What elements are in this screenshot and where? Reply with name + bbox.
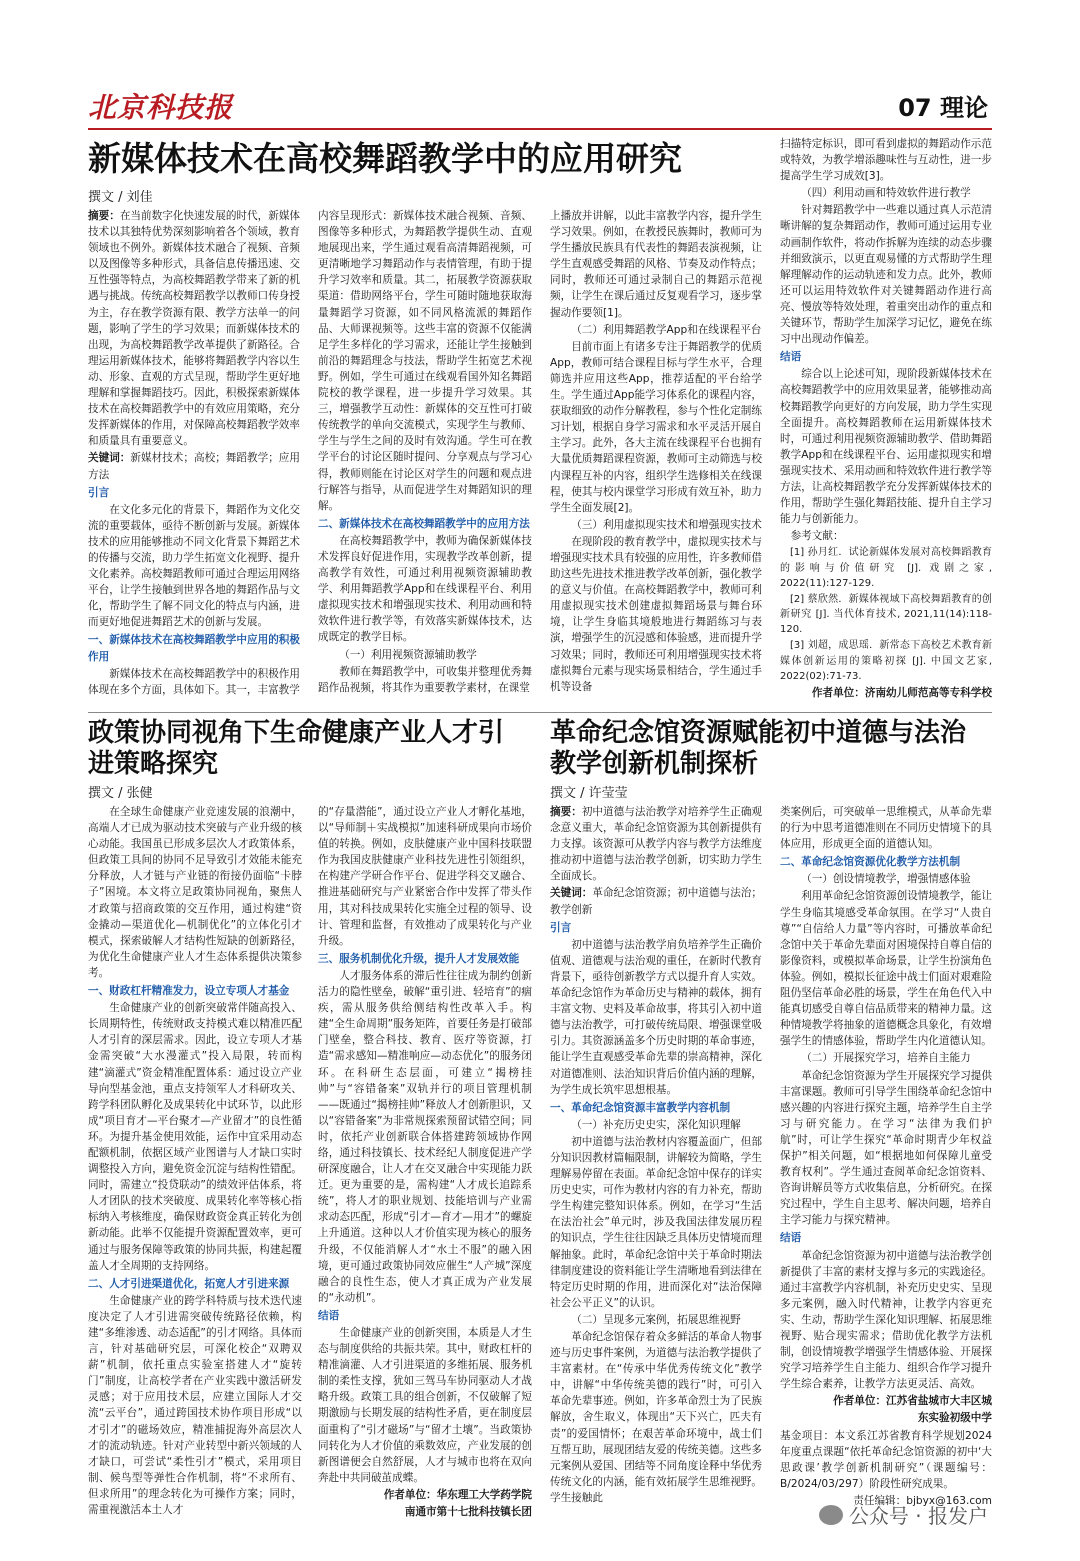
editor-email: 责任编辑：bjbyx@163.com	[853, 1494, 992, 1507]
fund-note: 基金项目：本文系江苏省教育科学规划2024年度重点课题“依托革命纪念馆资源的初中‘大思政课’教学创新机制研究”（课题编号：B/2024/03/297）阶段性研究成果。	[780, 1429, 992, 1490]
health-col-1	[88, 804, 302, 1528]
article-title-dance: 新媒体技术在高校舞蹈教学中的应用研究	[88, 139, 682, 178]
byline-museum: 撰文 / 许莹莹	[550, 786, 628, 801]
paragraph: 在高校舞蹈教学中，教师为确保新媒体技术发挥良好促进作用，实现教学改革创新，提高教学有效性，可通过利用视频资源辅助教学、利用舞蹈教学App和在线课程平台、利用虚拟现实技术和增强现实技术、利用动画和特效软件进行教学等，有效落实新媒体技术，达成既定的教学目标。	[318, 534, 532, 644]
byline-dance: 撰文 / 刘佳	[88, 190, 153, 205]
paragraph: 的“存量潜能”，通过设立产业人才孵化基地，以“导师制＋实战模拟”加速科研成果向市场价值的转换。例如，皮肤健康产业中国科技联盟作为我国皮肤健康产业科技先进性引领组织，在构建产学研合作平台、促进学科交叉融合、推进基础研究与产业紧密合作中发挥了带头作用，其对科技成果转化实施全过程的领导、设计、管理和监督，有效推动了成果转化与产业升级。	[318, 806, 532, 947]
wechat-watermark	[819, 1500, 988, 1529]
abstract-label: 摘要：	[88, 210, 120, 222]
paragraph: 上播放并讲解，以此丰富教学内容，提升学生学习效果。例如，在教授民族舞时，教师可为学生播放民族具有代表性的舞蹈表演视频，让学生直观感受舞蹈的风格、节奏及动作特点；同时，教师还可通过录制自己的舞蹈示范视频，让学生在课后通过反复观看学习，逐步掌握动作要领[1]。	[550, 210, 762, 319]
museum-col-2	[780, 804, 992, 1528]
keywords-label: 关键词：	[88, 452, 131, 465]
paragraph: 在全球生命健康产业竞速发展的浪潮中，高端人才已成为驱动技术突破与产业升级的核心动能。我国虽已形成多层次人才政策体系，但政策工具间的协同不足导致引才效能未能充分释放，人才链与产业链的衔接仍面临“卡脖子”困境。本文将立足政策协同视角，聚焦人才政策与招商政策的交互作用，通过构建“资金撬动—渠道优化—机制优化”的立体化引才模式，探索破解人才结构性短缺的创新路径，为优化生命健康产业人才生态体系提供决策参考。	[88, 806, 302, 979]
health-col-2	[318, 804, 532, 1528]
section-heading: 三、服务机制优化升级，提升人才发展效能	[318, 952, 520, 965]
subsection-heading: （一）利用视频资源辅助教学	[339, 648, 477, 661]
paragraph: 生命健康产业的跨学科特质与技术迭代速度决定了人才引进需突破传统路径依赖，构建“多维渗透、动态适配”的引才网络。具体而言，针对基础研究层，可深化校企“双聘双薪”机制，依托重点实验室搭建人才“旋转门”制度，让高校学者在产业实践中激活研发灵感；对于应用技术层，应建立国际人才交流“云平台”，通过跨国技术协作项目形成“以才引才”的磁场效应，精准捕捉海外高层次人才的流动轨迹。针对产业转型中新兴领域的人才缺口，可尝试“柔性引才”模式，采用项目制、候鸟型等弹性合作机制，将“不求所有、但求所用”的理念转化为可操作方案；同时，需重视激活本土人才	[88, 1294, 302, 1517]
paragraph: 革命纪念馆资源为初中道德与法治教学创新提供了丰富的素材支撑与多元的实践途径。通过丰富教学内容机制，补充历史史实、呈现多元案例，融入时代精神，让教学内容更充实、生动，帮助学生深化知识理解、拓展思维视野、贴合现实需求；借助优化教学方法机制，创设情境教学增强学生情感体验、开展探究学习培养学生自主能力、组织合作学习提升学生综合素养，让教学方法更灵活、高效。	[780, 1249, 992, 1391]
section-heading: 一、财政杠杆精准发力，设立专项人才基金	[88, 985, 290, 998]
paragraph: 生命健康产业的创新突破常伴随高投入、长周期特性，传统财政支持模式难以精准匹配人才引育的深层需求。因此，设立专项人才基金需突破“大水漫灌式”投入局限，转而构建“滴灌式”资金精准配置体系：通过设立产业导向型基金池，重点支持领军人才科研攻关、跨学科团队孵化及成果转化中试环节，以此形成“项目育才—平台聚才—产业留才”的良性循环。为提升基金使用效能，运作中宜采用动态配额机制，依据区域产业图谱与人才缺口实时调整投入方向，避免资金沉淀与结构性错配。同时，需建立“投贷联动”的绩效评估体系，将人才团队的技术突破度、成果转化率等核心指标纳入考核维度，确保财政资金真正转化为创新动能。此举不仅能提升资源配置效率，更可通过与服务保障等政策的协同共振，构建起覆盖人才全周期的支持网络。	[88, 1002, 302, 1272]
abstract-text: 在当前数字化快速发展的时代，新媒体技术以其独特优势深刻影响着各个领域，教育领域也不例外。新媒体技术融合了视频、音频以及图像等多种形式，具备信息传播迅速、交互性强等特点，为高校舞蹈教学带来了新的机遇与挑战。传统高校舞蹈教学以教师口传身授为主，存在教学资源有限、教学方法单一的问题，影响了学生的学习效果；而新媒体技术的出现，为高校舞蹈教学改革提供了新路径。合理运用新媒体技术，能够将舞蹈教学内容以生动、形象、直观的方式呈现，帮助学生更好地理解和掌握舞蹈技巧。因此，积极探索新媒体技术在高校舞蹈教学中的有效应用策略，充分发挥新媒体的作用，对保障高校舞蹈教学效率和质量具有重要意义。	[88, 210, 300, 448]
author-affiliation: 作者单位：济南幼儿师范高等专科学校	[811, 687, 992, 700]
paragraph: 初中道德与法治教材内容覆盖面广，但部分知识因教材篇幅限制，讲解较为简略，学生理解易停留在表面。革命纪念馆中保存的详实历史史实，可作为教材内容的有力补充，帮助学生构建完整知识体系。例如，在学习“生活在法治社会”单元时，涉及我国法律发展历程的知识点，学生往往因缺乏具体历史情境而理解抽象。此时，革命纪念馆中关于革命时期法律制度建设的资料能让学生清晰地看到法律在特定历史时期的作用，进而深化对“法治保障社会公平正义”的认识。	[550, 1135, 762, 1309]
byline-health: 撰文 / 张健	[88, 786, 153, 801]
section-heading: 二、革命纪念馆资源优化教学方法机制	[780, 856, 961, 869]
author-affiliation: 作者单位：江苏省盐城市大丰区城	[833, 1395, 992, 1408]
dance-col-2	[318, 208, 532, 710]
subsection-heading: （一）创设情境教学，增强情感体验	[801, 873, 971, 886]
paragraph: 人才服务体系的滞后性往往成为制约创新活力的隐性壁垒，破解“重引进、轻培育”的痼疾，需从服务供给侧结构性改革入手。构建“全生命周期”服务矩阵，首要任务是打破部门壁垒，整合科技、教育、医疗等资源，打造“需求感知—精准响应—动态优化”的服务闭环。在科研生态层面，可建立“揭榜挂帅”与“容错备案”双轨并行的项目管理机制——既通过“揭榜挂帅”释放人才创新胆识，又以“容错备案”为非常规探索预留试错空间；同时，依托产业创新联合体搭建跨领域协作网络，通过科技镇长、技术经纪人制度促进产学研深度融合，让人才在交叉融合中实现能力跃迁。更为重要的是，需构建“人才成长追踪系统”，将人才的职业规划、技能培训与产业需求动态匹配，形成“引才—育才—用才”的螺旋上升通道。这种以人才价值实现为核心的服务升级，不仅能消解人才“水土不服”的融入困境，更可通过政策协同效应催生“人产城”深度融合的良性生态，使人才真正成为产业发展的“永动机”。	[318, 969, 532, 1304]
article-title-museum: 革命纪念馆资源赋能初中道德与法治教学创新机制探析	[550, 718, 967, 779]
subsection-heading: （二）利用舞蹈教学App和在线课程平台	[571, 323, 762, 336]
paragraph: 扫描特定标识，即可看到虚拟的舞蹈动作示范或特效，为教学增添趣味性与互动性，进一步提高学生学习成效[3]。	[780, 138, 992, 183]
subsection-heading: （一）补充历史史实，深化知识理解	[571, 1118, 741, 1131]
header-rule	[88, 128, 992, 130]
paragraph: 教师在舞蹈教学中，可收集并整理优秀舞蹈作品视频，将其作为重要教学素材，在课堂	[318, 665, 532, 694]
section-heading: 二、人才引进渠道优化，拓宽人才引进来源	[88, 1277, 290, 1290]
paragraph: 针对舞蹈教学中一些难以通过真人示范清晰讲解的复杂舞蹈动作，教师可通过运用专业动画制作软件，将动作拆解为连续的动态步骤并细致演示，以更直观易懂的方式帮助学生理解理解动作的运动轨迹和发力点。此外，教师还可以运用特效软件对关键舞蹈动作进行高亮、慢放等特效处理，着重突出动作的重点和关键环节，帮助学生加深学习记忆，避免在练习中出现动作偏差。	[780, 204, 992, 346]
paragraph: 综合以上论述可知，现阶段新媒体技术在高校舞蹈教学中的应用效果显著，能够推动高校舞蹈教学向更好的方向发展，助力学生实现全面提升。高校舞蹈教师在运用新媒体技术时，可通过利用视频资源辅助教学、借助舞蹈教学App和在线课程平台、运用虚拟现实和增强现实技术、采用动画和特效软件进行教学等方法，让高校舞蹈教学充分发挥新媒体技术的作用，帮助学生强化舞蹈技能、提升自主学习能力与创新能力。	[780, 368, 992, 526]
page-label: 07 理论	[898, 94, 988, 122]
section-heading: 一、革命纪念馆资源丰富教学内容机制	[550, 1101, 731, 1114]
author-affiliation: 南通市第十七批科技镇长团	[404, 1506, 532, 1519]
paragraph: 生命健康产业的创新突围，本质是人才生态与制度供给的共振共荣。其中，财政杠杆的精准滴灌、人才引进渠道的多维拓展、服务机制的柔性支撑，犹如三驾马车协同驱动人才战略升级。政策工具的组合创新，不仅破解了短期激励与长期发展的结构性矛盾，更在制度层面重构了“引才磁场”与“留才土壤”。当政策协同转化为人才价值的乘数效应，产业发展的创新图谱便会自然舒展，人才与城市也将在双向奔赴中共同破茧成蝶。	[318, 1327, 532, 1484]
dance-col-4	[780, 136, 992, 710]
paragraph: 内容呈现形式：新媒体技术融合视频、音频、图像等多种形式，为舞蹈教学提供生动、直观地展现出来，学生通过观看高清舞蹈视频，可更清晰地学习舞蹈动作与表情管理，有助于提升学习效率和质量。其二，拓展教学资源获取渠道：借助网络平台，学生可随时随地获取海量舞蹈学习资源，如不同风格流派的舞蹈作品、大师课视频等。这些丰富的资源不仅能满足学生多样化的学习需求，还能让学生接触到前沿的舞蹈理念与技法，帮助学生拓宽艺术视野。例如，学生可通过在线观看国外知名舞蹈院校的教学课程，进一步提升学习效果。其三，增强教学互动性：新媒体的交互性可打破传统教学的单向交流模式，实现学生与教师、学生与学生之间的及时有效沟通。学生可在教学平台的讨论区随时提问、分享观点与学习心得，教师则能在讨论区对学生的问题和观点进行解答与指导，从而促进学生对舞蹈知识的理解。	[318, 210, 532, 512]
paragraph: 目前市面上有诸多专注于舞蹈教学的优质App，教师可结合课程目标与学生水平，合理筛选并应用这些App，推荐适配的平台给学生。学生通过App能学习体系化的课程内容，获取细致的动作分解教程，参与个性化定制练习计划，根据自身学习需求和水平灵活开展自主学习。此外，各大主流在线课程平台也拥有大量优质舞蹈课程资源，教师可主动筛选与校内课程互补的内容，组织学生选修相关在线课程，使其与校内课堂学习形成有效互补，助力学生全面发展[2]。	[550, 340, 762, 514]
reference-item: [3] 刘超，成思瑶．新常态下高校艺术教育新媒体创新运用的策略初探 [J]. 中国文艺家, 2022(02):71-73.	[780, 640, 992, 682]
keywords-label: 关键词：	[550, 887, 593, 900]
references-heading: 参考文献：	[790, 530, 844, 543]
section-heading: 结语	[318, 1309, 340, 1322]
paragraph: 初中道德与法治教学肩负培养学生正确价值观、道德观与法治观的重任，在新时代教育背景下，亟待创新教学方式以提升育人实效。革命纪念馆作为革命历史与精神的载体，拥有丰富文物、史料及革命故事，将其引入初中道德与法治教学，可打破传统局限、增强课堂吸引力。其资源涵盖多个历史时期的革命事迹，能让学生直观感受革命先辈的崇高精神，深化对道德准则、法治知识背后价值内涵的理解，为学生成长筑牢思想根基。	[550, 938, 762, 1096]
paragraph: 革命纪念馆保存着众多鲜活的革命人物事迹与历史事件案例，为道德与法治教学提供了丰富素材。在“传承中华优秀传统文化”教学中，讲解“中华传统美德的践行”时，可引入革命先辈事迹。例如，许多革命烈士为了民族解放，舍生取义，体现出“天下兴亡，匹夫有责”的爱国情怀；在艰苦革命环境中，战士们互帮互助，展现团结友爱的传统美德。这些多元案例从爱国、团结等不同角度诠释中华优秀传统文化的内涵，能有效拓展学生思维视野。学生接触此	[550, 1331, 762, 1504]
subsection-heading: （二）呈现多元案例，拓展思维视野	[571, 1313, 741, 1326]
keywords-text: 新媒材技术；高校；舞蹈教学；应用方法	[88, 452, 300, 481]
section-heading: 引言	[88, 486, 110, 499]
wechat-label: 公众号 · 报发户	[848, 1504, 988, 1528]
subsection-heading: （二）开展探究学习，培养自主能力	[801, 1052, 971, 1065]
paragraph: 新媒体技术在高校舞蹈教学中的积极作用体现在多个方面，具体如下。其一，丰富教学	[88, 667, 300, 696]
museum-col-1	[550, 804, 762, 1528]
paragraph: 利用革命纪念馆资源创设情境教学，能让学生身临其境感受革命氛围。在学习“人贵自尊”“自信给人力量”等内容时，可播放革命纪念馆中关于革命先辈面对困境保持自尊自信的影像资料，或模拟革命场景，让学生扮演角色体验。例如，模拟长征途中战士们面对艰难险阻仍坚信革命必胜的场景，学生在角色代入中能真切感受自尊自信品质带来的精神力量。这种情境教学将抽象的道德概念具象化，有效增强学生的情感体验，帮助学生内化道德认知。	[780, 890, 992, 1048]
section-heading: 二、新媒体技术在高校舞蹈教学中的应用方法	[318, 517, 530, 530]
paragraph: 在文化多元化的背景下，舞蹈作为文化交流的重要载体，亟待不断创新与发展。新媒体技术的应用能够推动不同文化背景下舞蹈艺术的传播与交流，助力学生拓宽文化视野、提升文化素养。高校舞蹈教师可通过合理运用网络平台，让学生接触到世界各地的舞蹈作品与文化，帮助学生了解不同文化的特点与内涵，进而更好地促进舞蹈艺术的创新与发展。	[88, 503, 300, 629]
section-heading: 一、新媒体技术在高校舞蹈教学中应用的积极作用	[88, 634, 300, 663]
paragraph: 在现阶段的教育教学中，虚拟现实技术与增强现实技术具有较强的应用性，许多教师借助这些先进技术推进教学改革创新，强化教学的意义与价值。在高校舞蹈教学中，教师可利用虚拟现实技术创建虚拟舞蹈场景与舞台环境，让学生身临其境般地进行舞蹈练习与表演，增强学生的沉浸感和体验感，进而提升学习效果；同时，教师还可利用增强现实技术将虚拟舞台元素与现实场景相结合，学生通过手机等设备	[550, 535, 762, 693]
article-title-health: 政策协同视角下生命健康产业人才引进策略探究	[88, 718, 505, 779]
masthead-logo: 北京科技报	[88, 91, 234, 124]
author-affiliation: 东实验初级中学	[917, 1412, 992, 1425]
section-divider	[88, 712, 992, 713]
subsection-heading: （四）利用动画和特效软件进行教学	[801, 187, 971, 200]
dance-col-3	[550, 208, 762, 710]
keywords-text: 革命纪念馆资源；初中道德与法治；教学创新	[550, 887, 762, 916]
reference-item: [1] 孙月红．试论新媒体发展对高校舞蹈教育的影响与价值研究 [J]. 戏剧之家, 2022(11):127-129.	[780, 547, 992, 589]
reference-item: [2] 蔡欣然．新媒体视域下高校舞蹈教育的创新研究 [J]. 当代体育技术, 2021,11(14):118-120.	[780, 593, 992, 636]
section-heading: 结语	[780, 1232, 802, 1245]
abstract-label: 摘要：	[550, 806, 582, 818]
dance-col-1	[88, 208, 300, 710]
paragraph: 革命纪念馆资源为学生开展探究学习提供丰富课题。教师可引导学生围绕革命纪念馆中感兴趣的内容进行探究主题，培养学生自主学习与研究能力。在学习“法律为我们护航”时，可让学生探究“革命时期青少年权益保护”相关问题，如“根据地如何保障儿童受教育权利”。学生通过查阅革命纪念馆资料、咨询讲解员等方式收集信息，分析研究。在探究过程中，学生自主思考、解决问题，培养自主学习能力与探究精神。	[780, 1069, 992, 1227]
abstract-text: 初中道德与法治教学对培养学生正确观念意义重大，革命纪念馆资源为其创新提供有力支撑。该资源可从教学内容与教学方法维度推动初中道德与法治教学创新，切实助力学生全面成长。	[550, 806, 762, 883]
subsection-heading: （三）利用虚拟现实技术和增强现实技术	[571, 518, 762, 531]
section-heading: 结语	[780, 351, 802, 364]
wechat-icon	[819, 1505, 843, 1525]
section-heading: 引言	[550, 921, 572, 934]
author-affiliation: 作者单位：华东理工大学药学院	[383, 1488, 532, 1501]
paragraph: 类案例后，可突破单一思维模式，从革命先辈的行为中思考道德准则在不同历史情境下的具体应用，形成更全面的道德认知。	[780, 806, 992, 851]
